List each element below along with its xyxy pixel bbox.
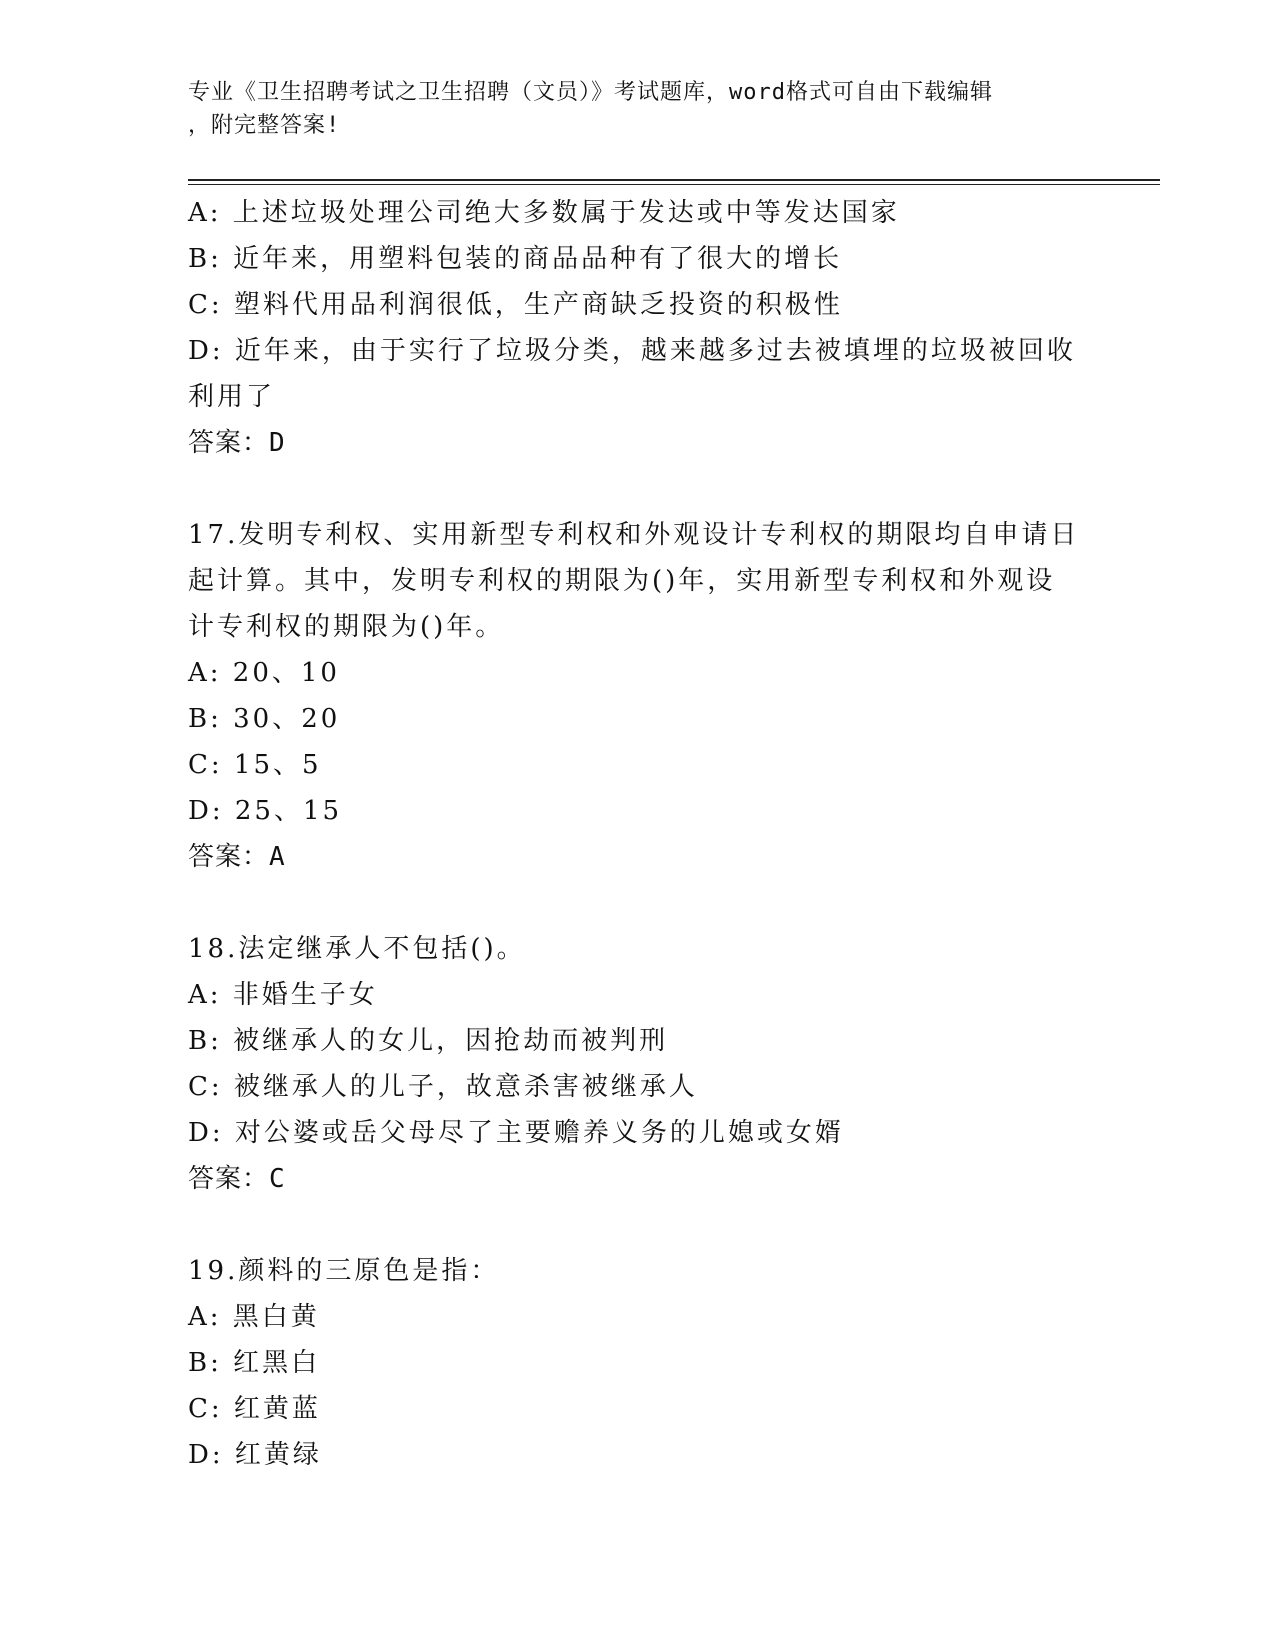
document-header	[188, 76, 1068, 142]
answer-label: 答案：D	[188, 428, 286, 458]
option-a: A: 上述垃圾处理公司绝大多数属于发达或中等发达国家	[188, 198, 900, 228]
answer-label: 答案：A	[188, 842, 286, 872]
header-rule-thin	[188, 184, 1160, 185]
header-line-1: 专业《卫生招聘考试之卫生招聘（文员）》考试题库，word格式可自由下载编辑	[188, 80, 993, 105]
option-c: C: 红黄蓝	[188, 1394, 321, 1424]
question-text-line-1: 17.发明专利权、实用新型专利权和外观设计专利权的期限均自申请日	[188, 520, 1080, 550]
option-a: A: 黑白黄	[188, 1302, 320, 1332]
option-d: D: 25、15	[188, 796, 343, 826]
question-list	[188, 190, 1088, 1478]
option-c: C: 塑料代用品利润很低，生产商缺乏投资的积极性	[188, 290, 843, 320]
answer-label: 答案：C	[188, 1164, 286, 1194]
option-d-continued: 利用了	[188, 382, 276, 412]
option-b: B: 30、20	[188, 704, 341, 734]
option-b: B: 近年来，用塑料包装的商品品种有了很大的增长	[188, 244, 843, 274]
question-text-line-3: 计专利权的期限为()年。	[188, 612, 505, 642]
option-d: D: 红黄绿	[188, 1440, 322, 1470]
spacer	[188, 466, 1088, 512]
option-d: D: 近年来，由于实行了垃圾分类，越来越多过去被填埋的垃圾被回收	[188, 336, 1076, 366]
spacer	[188, 1202, 1088, 1248]
question-17	[188, 512, 1088, 880]
header-rule-thick	[188, 179, 1160, 181]
option-b: B: 被继承人的女儿，因抢劫而被判刑	[188, 1026, 669, 1056]
question-18	[188, 926, 1088, 1202]
question-text-line-2: 起计算。其中，发明专利权的期限为()年，实用新型专利权和外观设	[188, 566, 1056, 596]
option-c: C: 被继承人的儿子，故意杀害被继承人	[188, 1072, 698, 1102]
question-16	[188, 190, 1088, 466]
question-19	[188, 1248, 1088, 1478]
option-a: A: 20、10	[188, 658, 340, 688]
question-text: 19.颜料的三原色是指：	[188, 1256, 500, 1286]
header-line-2: ，附完整答案!	[188, 113, 341, 138]
option-b: B: 红黑白	[188, 1348, 321, 1378]
option-c: C: 15、5	[188, 750, 322, 780]
spacer	[188, 880, 1088, 926]
option-d: D: 对公婆或岳父母尽了主要赡养义务的儿媳或女婿	[188, 1118, 844, 1148]
question-text: 18.法定继承人不包括()。	[188, 934, 526, 964]
option-a: A: 非婚生子女	[188, 980, 378, 1010]
